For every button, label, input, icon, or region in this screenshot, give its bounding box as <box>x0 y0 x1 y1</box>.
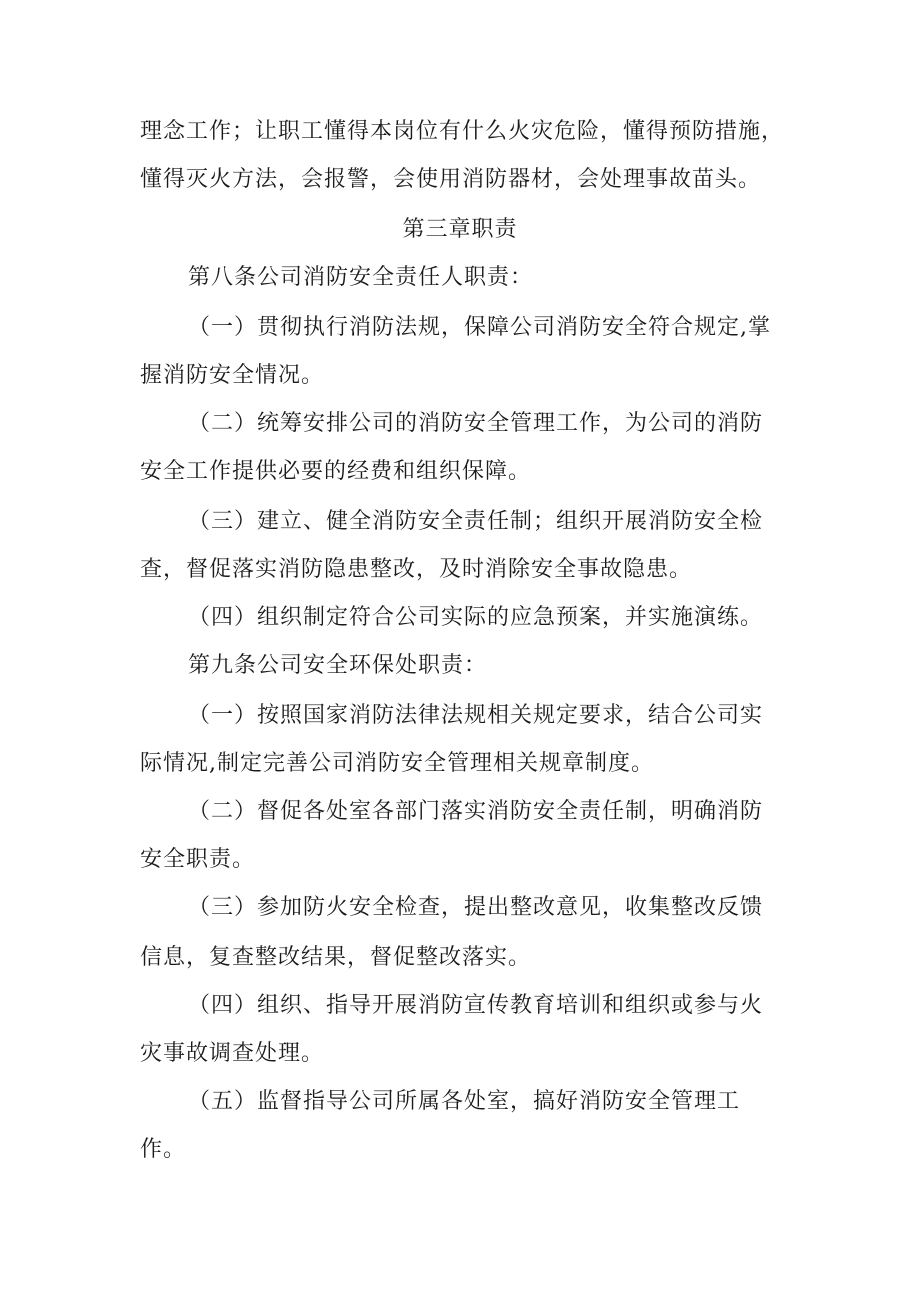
text-line: （三）参加防火安全检查，提出整改意见，收集整改反馈 <box>188 895 764 920</box>
text-line: 信息，复查整改结果，督促整改落实。 <box>140 945 532 970</box>
text-line: （五）监督指导公司所属各处室，搞好消防安全管理工 <box>188 1089 741 1114</box>
text-line: 理念工作；让职工懂得本岗位有什么火灾危险，懂得预防措施， <box>140 119 785 144</box>
text-line: 安全职责。 <box>140 847 256 872</box>
text-line: （二）统筹安排公司的消防安全管理工作，为公司的消防 <box>188 411 764 436</box>
text-line: 懂得灭火方法，会报警，会使用消防器材，会处理事故苗头。 <box>140 167 762 192</box>
text-line: 灾事故调查处理。 <box>140 1041 325 1066</box>
text-line: （四）组织制定符合公司实际的应急预案，并实施演练。 <box>188 605 764 630</box>
chapter-heading: 第三章职责 <box>402 217 518 242</box>
article-heading: 第九条公司安全环保处职责： <box>188 653 488 678</box>
text-line: （二）督促各处室各部门落实消防安全责任制，明确消防 <box>188 799 764 824</box>
text-line: 安全工作提供必要的经费和组织保障。 <box>140 459 532 484</box>
text-line: 作。 <box>140 1137 187 1162</box>
text-line: （一）贯彻执行消防法规，保障公司消防安全符合规定,掌 <box>188 315 771 340</box>
text-line: 际情况,制定完善公司消防安全管理相关规章制度。 <box>140 751 654 776</box>
text-line: 握消防安全情况。 <box>140 363 325 388</box>
text-line: （三）建立、健全消防安全责任制；组织开展消防安全检 <box>188 509 764 534</box>
article-heading: 第八条公司消防安全责任人职责： <box>188 265 534 290</box>
text-line: （一）按照国家消防法律法规相关规定要求，结合公司实 <box>188 703 764 728</box>
text-line: 查，督促落实消防隐患整改，及时消除安全事故隐患。 <box>140 557 693 582</box>
text-line: （四）组织、指导开展消防宣传教育培训和组织或参与火 <box>188 993 764 1018</box>
